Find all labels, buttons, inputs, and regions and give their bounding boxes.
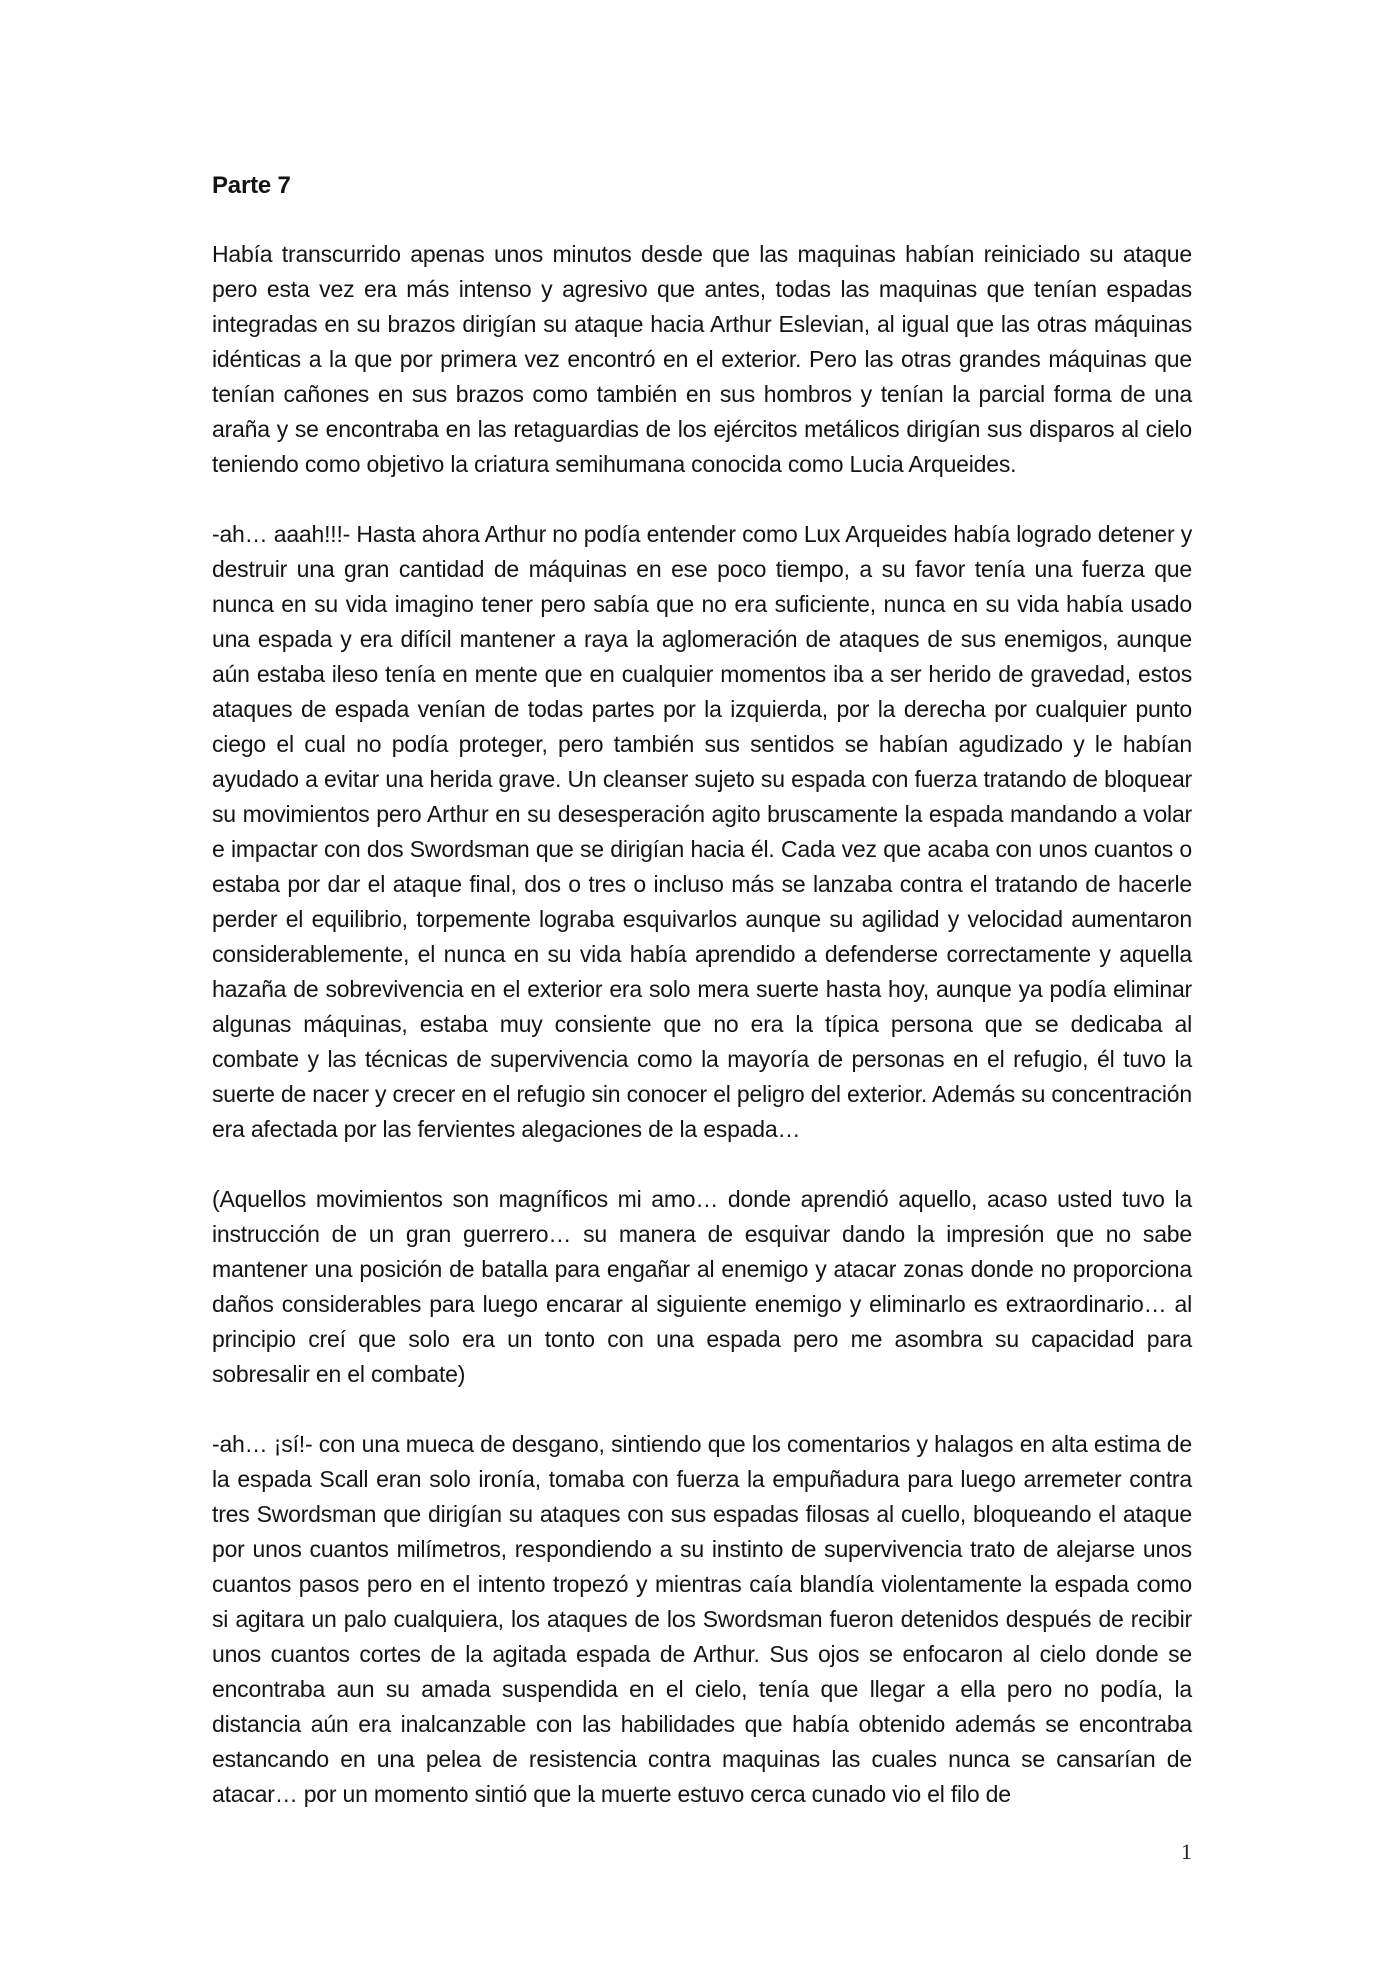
page-number: 1	[1181, 1839, 1192, 1864]
paragraph-3: (Aquellos movimientos son magníficos mi amo… donde aprendió aquello, acaso usted tuvo la instrucción de un gran guerrero… su manera de esquivar dando la impresión que no sabe mantener una posición de batalla para engañar al enemigo y atacar zonas donde no proporciona daños considerables para luego encarar al siguiente enemigo y eliminarlo es extraordinario… al principio creí que solo era un tonto con una espada pero me asombra su capacidad para sobresalir en el combate)	[212, 1186, 1192, 1387]
paragraph-4: -ah… ¡sí!- con una mueca de desgano, sintiendo que los comentarios y halagos en alta estima de la espada Scall eran solo ironía, tomaba con fuerza la empuñadura para luego arremeter contra tres Swordsman que dirigían su ataques con sus espadas filosas al cuello, bloqueando el ataque por unos cuantos milímetros, respondiendo a su instinto de supervivencia trato de alejarse unos cuantos pasos pero en el intento tropezó y mientras caía blandía violentamente la espada como si agitara un palo cualquiera, los ataques de los Swordsman fueron detenidos después de recibir unos cuantos cortes de la agitada espada de Arthur. Sus ojos se enfocaron al cielo donde se encontraba aun su amada suspendida en el cielo, tenía que llegar a ella pero no podía, la distancia aún era inalcanzable con las habilidades que había obtenido además se encontraba estancando en una pelea de resistencia contra maquinas las cuales nunca se cansarían de atacar… por un momento sintió que la muerte estuvo cerca cunado vio el filo de	[212, 1431, 1192, 1807]
paragraph-2: -ah… aaah!!!- Hasta ahora Arthur no podía entender como Lux Arqueides había logrado detener y destruir una gran cantidad de máquinas en ese poco tiempo, a su favor tenía una fuerza que nunca en su vida imagino tener pero sabía que no era suficiente, nunca en su vida había usado una espada y era difícil mantener a raya la aglomeración de ataques de sus enemigos, aunque aún estaba ileso tenía en mente que en cualquier momentos iba a ser herido de gravedad, estos ataques de espada venían de todas partes por la izquierda, por la derecha por cualquier punto ciego el cual no podía proteger, pero también sus sentidos se habían agudizado y le habían ayudado a evitar una herida grave. Un cleanser sujeto su espada con fuerza tratando de bloquear su movimientos pero Arthur en su desesperación agito bruscamente la espada mandando a volar e impactar con dos Swordsman que se dirigían hacia él. Cada vez que acaba con unos cuantos o estaba por dar el ataque final, dos o tres o incluso más se lanzaba contra el tratando de hacerle perder el equilibrio, torpemente lograba esquivarlos aunque su agilidad y velocidad aumentaron considerablemente, el nunca en su vida había aprendido a defenderse correctamente y aquella hazaña de sobrevivencia en el exterior era solo mera suerte hasta hoy, aunque ya podía eliminar algunas máquinas, estaba muy consiente que no era la típica persona que se dedicaba al combate y las técnicas de supervivencia como la mayoría de personas en el refugio, él tuvo la suerte de nacer y crecer en el refugio sin conocer el peligro del exterior. Además su concentración era afectada por las fervientes alegaciones de la espada…	[212, 521, 1192, 1142]
paragraph-1: Había transcurrido apenas unos minutos desde que las maquinas habían reiniciado su ataque pero esta vez era más intenso y agresivo que antes, todas las maquinas que tenían espadas integradas en su brazos dirigían su ataque hacia Arthur Eslevian, al igual que las otras máquinas idénticas a la que por primera vez encontró en el exterior. Pero las otras grandes máquinas que tenían cañones en sus brazos como también en sus hombros y tenían la parcial forma de una araña y se encontraba en las retaguardias de los ejércitos metálicos dirigían sus disparos al cielo teniendo como objetivo la criatura semihumana conocida como Lucia Arqueides.	[212, 241, 1192, 477]
section-heading: Parte 7	[212, 172, 291, 199]
document-body	[212, 168, 1192, 1847]
